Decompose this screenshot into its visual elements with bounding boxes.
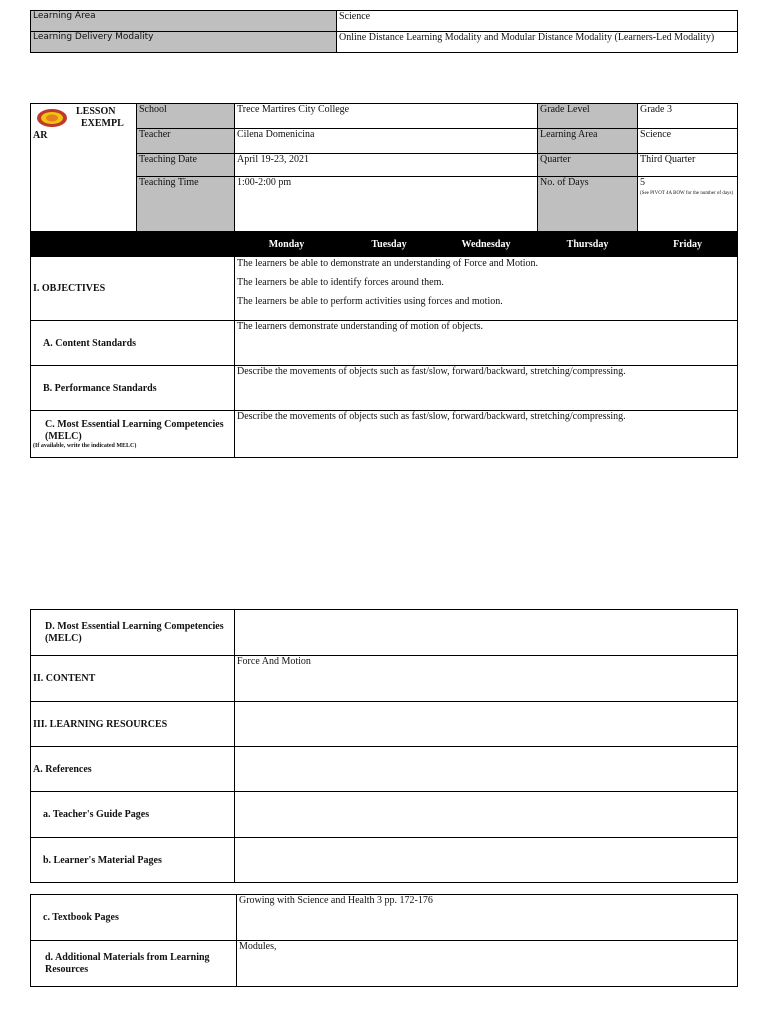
performance-standards-label: B. Performance Standards xyxy=(31,366,235,411)
melc-label: C. Most Essential Learning Competencies (MELC) xyxy=(45,418,224,442)
content-resources-table xyxy=(30,609,738,883)
learning-area-label-2: Learning Area xyxy=(538,129,638,154)
teaching-time-label: Teaching Time xyxy=(137,177,235,232)
days-note: (See PIVOT 4A BOW for the number of days) xyxy=(640,191,734,196)
learning-area-value: Science xyxy=(337,11,738,32)
lesson-title-line2: EXEMPL xyxy=(81,118,124,129)
school-label: School xyxy=(137,104,235,129)
teaching-date-value: April 19-23, 2021 xyxy=(235,154,538,177)
melc-value: Describe the movements of objects such as fast/slow, forward/backward, stretching/compressing. xyxy=(235,411,738,458)
grade-level-label: Grade Level xyxy=(538,104,638,129)
learning-area-value-2: Science xyxy=(638,129,738,154)
school-logo-icon xyxy=(36,108,68,128)
additional-materials-value: Modules, xyxy=(237,941,738,987)
teacher-label: Teacher xyxy=(137,129,235,154)
melc-note: (If available, write the indicated MELC) xyxy=(33,442,137,449)
melc-d-value xyxy=(235,610,738,656)
school-value: Trece Martires City College xyxy=(235,104,538,129)
additional-materials-label: d. Additional Materials from Learning Resources xyxy=(45,951,210,975)
lesson-exemplar-table xyxy=(30,103,738,458)
references-value xyxy=(235,747,738,792)
day-header-tuesday: Tuesday xyxy=(371,238,407,250)
day-header-blank xyxy=(31,232,235,257)
performance-standards-value: Describe the movements of objects such as fast/slow, forward/backward, stretching/compressing. xyxy=(235,366,738,411)
melc-d-label: D. Most Essential Learning Competencies (MELC) xyxy=(45,620,224,644)
teachers-guide-label: a. Teacher's Guide Pages xyxy=(31,792,235,838)
teachers-guide-value xyxy=(235,792,738,838)
day-header-monday: Monday xyxy=(235,232,339,257)
textbook-materials-table xyxy=(30,894,738,987)
days-label: No. of Days xyxy=(538,177,638,232)
day-header-friday: Friday xyxy=(638,232,738,257)
objective-line-1: The learners be able to demonstrate an understanding of Force and Motion. xyxy=(237,258,539,269)
content-label: II. CONTENT xyxy=(31,656,235,702)
lesson-title-line3: AR xyxy=(33,130,48,141)
delivery-modality-label: Learning Delivery Modality xyxy=(31,32,337,53)
learners-material-label: b. Learner's Material Pages xyxy=(31,838,235,883)
objectives-label: I. OBJECTIVES xyxy=(31,257,235,321)
content-standards-value: The learners demonstrate understanding of motion of objects. xyxy=(235,321,738,366)
quarter-value: Third Quarter xyxy=(638,154,738,177)
lesson-exemplar-title-cell xyxy=(31,104,137,232)
delivery-modality-value: Online Distance Learning Modality and Modular Distance Modality (Learners-Led Modality) xyxy=(337,32,738,53)
references-label: A. References xyxy=(31,747,235,792)
melc-d-label-cell xyxy=(31,610,235,656)
days-value: 5 xyxy=(640,177,646,188)
melc-cell xyxy=(31,411,235,458)
additional-materials-cell xyxy=(31,941,237,987)
lesson-title-line1: LESSON xyxy=(76,106,116,117)
learning-area-label: Learning Area xyxy=(31,11,337,32)
days-cell xyxy=(638,177,738,232)
textbook-pages-label: c. Textbook Pages xyxy=(31,895,237,941)
day-header-thursday: Thursday xyxy=(538,232,638,257)
teacher-value: Cilena Domenicina xyxy=(235,129,538,154)
day-header-tuesday-wednesday xyxy=(339,232,538,257)
learning-resources-value xyxy=(235,702,738,747)
learning-resources-label: III. LEARNING RESOURCES xyxy=(31,702,235,747)
objective-line-2: The learners be able to identify forces around them. xyxy=(237,277,444,288)
teaching-date-label: Teaching Date xyxy=(137,154,235,177)
teaching-time-value: 1:00-2:00 pm xyxy=(235,177,538,232)
top-info-table xyxy=(30,10,738,53)
day-header-wednesday: Wednesday xyxy=(461,238,511,250)
objective-line-3: The learners be able to perform activities using forces and motion. xyxy=(237,296,503,307)
learners-material-value xyxy=(235,838,738,883)
textbook-pages-value: Growing with Science and Health 3 pp. 172-176 xyxy=(237,895,738,941)
grade-level-value: Grade 3 xyxy=(638,104,738,129)
content-standards-label: A. Content Standards xyxy=(31,321,235,366)
content-value: Force And Motion xyxy=(235,656,738,702)
objectives-cell xyxy=(235,257,738,321)
quarter-label: Quarter xyxy=(538,154,638,177)
